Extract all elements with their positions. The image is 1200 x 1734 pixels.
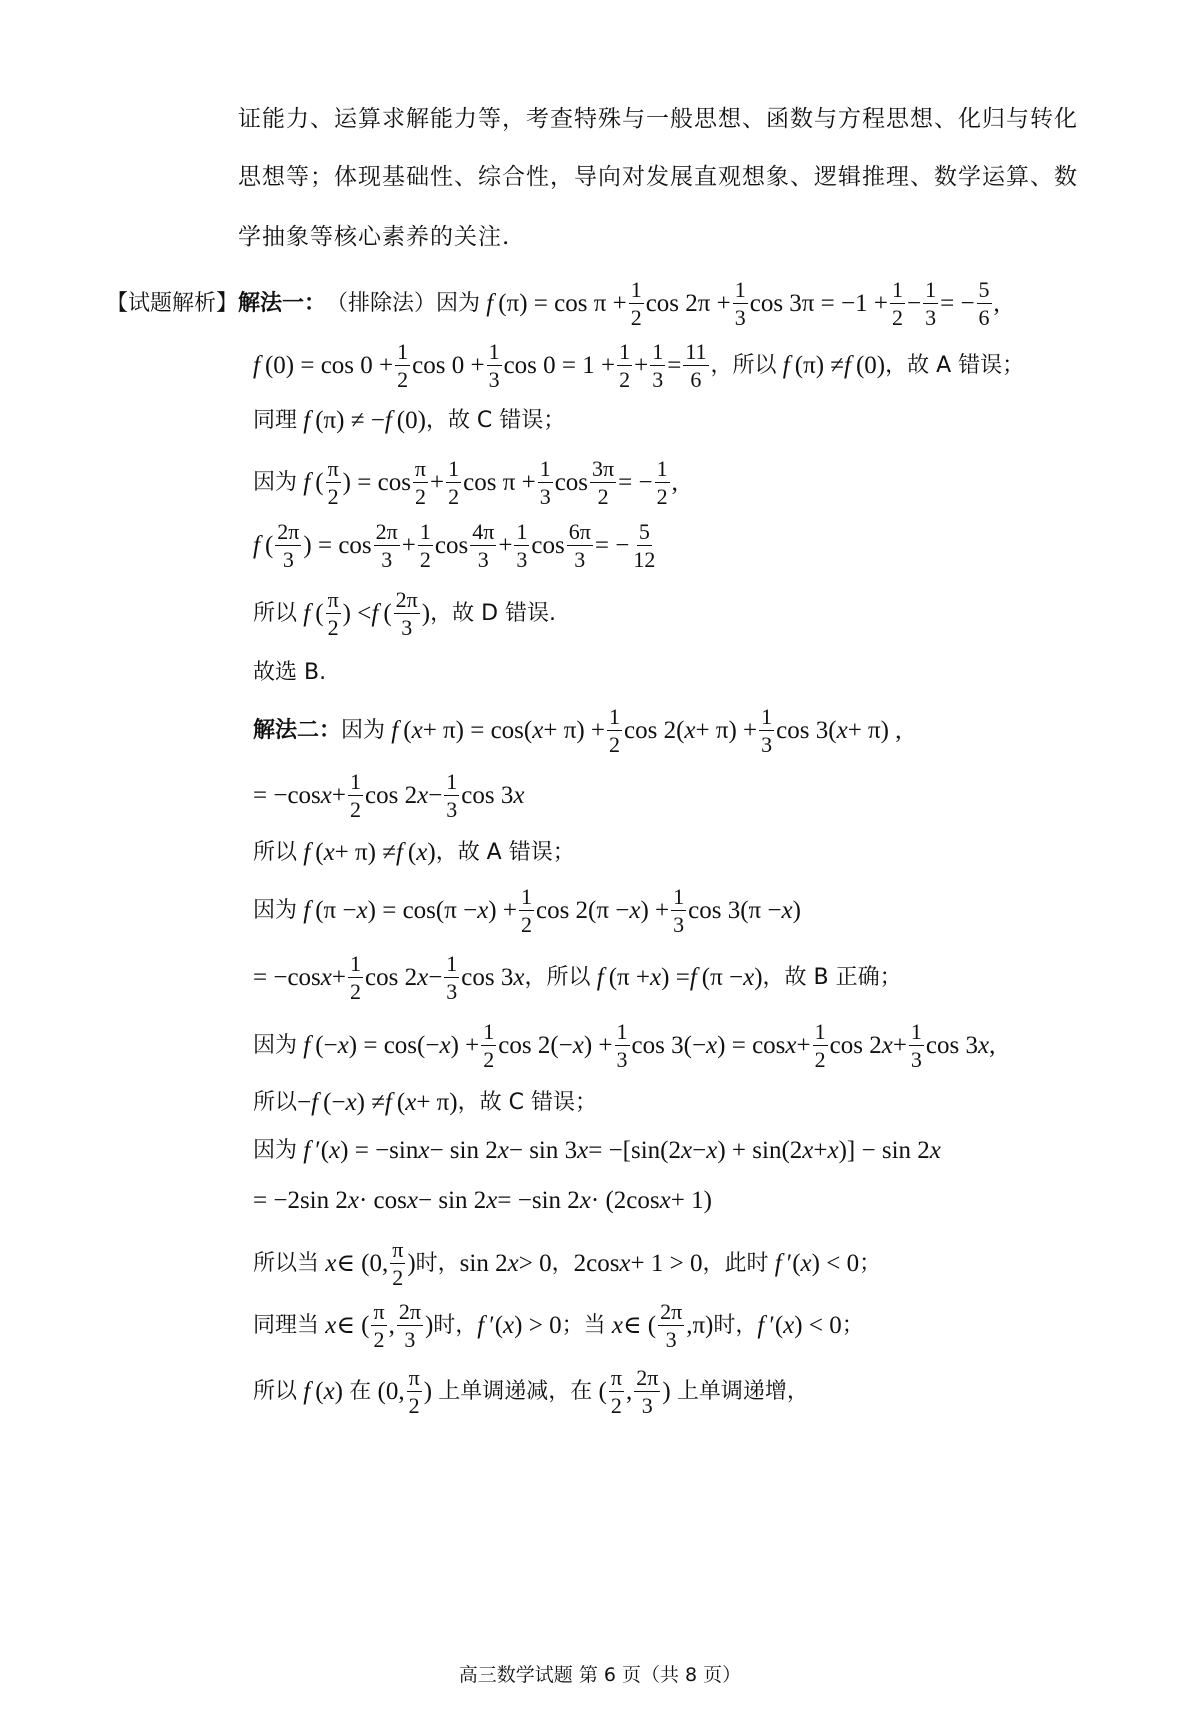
solution-line-2: f (0) = cos 0 + $\frac{1}{2}$ cos 0 + $\frac{1}{3}$ cos 0 = 1 + $\frac{1}{2}$ + $\frac{1}{3}$ = $\frac{11}{6}$ ， 所以 f (π) ≠ f (0) ，故 A 错误；	[253, 339, 1025, 393]
method1-note: （排除法）因为	[326, 290, 481, 316]
solution-line-11: 因为 f (π − x ) = cos(π − x ) + $\frac{1}{2}$ cos 2(π − x ) + $\frac{1}{3}$ cos 3(π − x )	[253, 884, 801, 938]
formula-f-pi-half: f ( $\frac{\pi}{2}$ ) = cos $\frac{\pi}{2}$ + $\frac{1}{2}$ cos π + $\frac{1}{3}$ cos $\frac{3\pi}{2}$ = − $\frac{1}{2}$ ,	[303, 456, 678, 510]
paragraph-line-1: 证能力、运算求解能力等，考查特殊与一般思想、函数与方程思想、化归与转化	[238, 106, 1078, 132]
solution-line-6: 所以 f ( $\frac{\pi}{2}$ ) < f ( $\frac{2\pi}{3}$ ) ，故 D 错误.	[253, 587, 557, 641]
method1-label: 解法一：	[238, 290, 327, 316]
method2-label: 解法二：	[253, 717, 342, 743]
solution-line-13: 因为 f (− x ) = cos(− x ) + $\frac{1}{2}$ cos 2(− x ) + $\frac{1}{3}$ cos 3(− x ) = cos x + $\frac{1}{2}$ cos 2 x + $\frac{1}{3}$ cos 3 x ,	[253, 1019, 996, 1073]
solution-line-12: = −cos x + $\frac{1}{2}$ cos 2 x − $\frac{1}{3}$ cos 3 x ， 所以 f (π + x ) = f (π − x ) ，故 B 正确；	[253, 951, 902, 1005]
paragraph-line-3: 学抽象等核心素养的关注.	[238, 224, 511, 250]
solution-line-1	[106, 278, 1000, 329]
c-wrong-1: ，故 C 错误；	[425, 407, 566, 433]
solution-line-8: 解法二： 因为 f ( x + π) = cos( x + π) + $\frac{1}{2}$ cos 2( x + π) + $\frac{1}{3}$ cos 3( x + π) ,	[253, 704, 902, 758]
solution-line-3: 同理 f (π) ≠ − f (0) ，故 C 错误；	[253, 407, 566, 434]
solution-line-15: 因为 f ′( x ) = −sin x − sin 2 x − sin 3 x = −[sin(2 x − x ) + sin(2 x + x )] − sin 2 x	[253, 1137, 941, 1164]
page-footer: 高三数学试题 第 6 页（共 8 页）	[458, 1664, 742, 1686]
solution-line-14: 所以 − f (− x ) ≠ f ( x + π) ，故 C 错误；	[253, 1089, 597, 1116]
solution-line-16: = −2sin 2 x · cos x − sin 2 x = −sin 2 x · (2cos x + 1)	[253, 1187, 712, 1214]
formula-f-pi: f (π) = cos π + $\frac{1}{2}$ cos 2π + $\frac{1}{3}$ cos 3π = −1 + $\frac{1}{2}$ − $\frac{1}{3}$ = − $\frac{5}{6}$ ,	[486, 277, 1000, 331]
solution-line-18: 同理当 x ∈ ( $\frac{\pi}{2}$ , $\frac{2\pi}{3}$ ) 时， f ′( x ) > 0 ； 当 x ∈ ( $\frac{2\pi}{3}$ ,π) 时， f ′( x ) < 0 ；	[253, 1299, 864, 1353]
formula-f-0: f (0) = cos 0 + $\frac{1}{2}$ cos 0 + $\frac{1}{3}$ cos 0 = 1 + $\frac{1}{2}$ + $\frac{1}{3}$ = $\frac{11}{6}$	[253, 339, 707, 393]
choose-answer: 故选 B.	[253, 660, 327, 685]
formula-f-2pi-third: f ( $\frac{2\pi}{3}$ ) = cos $\frac{2\pi}{3}$ + $\frac{1}{2}$ cos $\frac{4\pi}{3}$ + $\frac{1}{3}$ cos $\frac{6\pi}{3}$ = − $\frac{5}{12}$	[253, 519, 656, 573]
solution-line-5	[253, 520, 659, 571]
section-label: 【试题解析】	[106, 290, 239, 316]
solution-line-10: 所以 f ( x + π) ≠ f ( x ) ，故 A 错误；	[253, 839, 575, 866]
solution-line-17: 所以当 x ∈ (0, $\frac{\pi}{2}$ ) 时， sin 2 x > 0 ， 2cos x + 1 > 0 ， 此时 f ′( x ) < 0 ；	[253, 1237, 882, 1291]
solution-line-4: 因为 f ( $\frac{\pi}{2}$ ) = cos $\frac{\pi}{2}$ + $\frac{1}{2}$ cos π + $\frac{1}{3}$ cos $\frac{3\pi}{2}$ = − $\frac{1}{2}$ ,	[253, 456, 678, 510]
solution-line-9: = −cos x + $\frac{1}{2}$ cos 2 x − $\frac{1}{3}$ cos 3 x	[253, 769, 525, 823]
solution-line-7	[253, 662, 326, 684]
d-wrong: ，故 D 错误.	[430, 600, 557, 626]
a-wrong-1: ，故 A 错误；	[885, 352, 1025, 378]
a-wrong-2: ，故 A 错误；	[435, 839, 575, 865]
b-correct: ，故 B 正确；	[762, 964, 902, 990]
paragraph-line-2: 思想等；体现基础性、综合性，导向对发展直观想象、逻辑推理、数学运算、数	[238, 164, 1078, 190]
c-wrong-2: ，故 C 错误；	[457, 1089, 597, 1115]
solution-line-19: 所以 f ( x ) 在 (0, $\frac{\pi}{2}$ ) 上单调递减，在 ( $\frac{\pi}{2}$ , $\frac{2\pi}{3}$ ) 上单调递增，	[253, 1365, 809, 1419]
